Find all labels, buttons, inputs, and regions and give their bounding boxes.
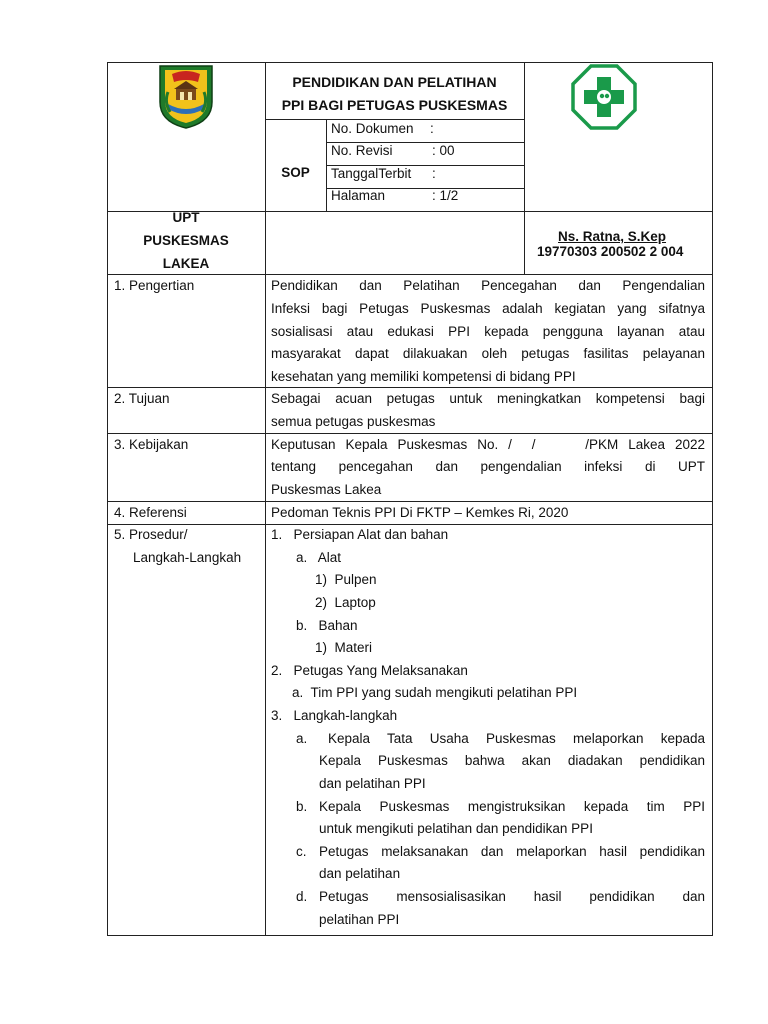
- signer-name: Ns. Ratna, S.Kep: [558, 229, 667, 244]
- prosedur-step-marker: a.: [296, 731, 308, 746]
- section-label-pengertian: 1. Pengertian: [114, 278, 195, 293]
- prosedur-item: 3. Langkah-langkah: [271, 708, 398, 723]
- pengertian-line: kesehatan yang memiliki kompetensi di bidang PPI: [271, 369, 576, 384]
- prosedur-step-line: Kepala Tata Usaha Puskesmas melaporkan kepada: [328, 731, 705, 746]
- tujuan-line: Sebagai acuan petugas untuk meningkatkan kompetensi bagi: [271, 391, 705, 406]
- puskesmas-cross-icon: [571, 64, 637, 130]
- kebijakan-line: tentang pencegahan dan pengendalian infeksi di UPT: [271, 459, 705, 474]
- prosedur-item: 2. Petugas Yang Melaksanakan: [271, 663, 468, 678]
- document-title-line-1: PENDIDIKAN DAN PELATIHAN: [292, 74, 497, 90]
- prosedur-step-line: pelatihan PPI: [319, 912, 400, 927]
- meta-value-halaman: : 1/2: [432, 188, 459, 203]
- prosedur-step-line: Petugas melaksanakan dan melaporkan hasil pendidikan: [319, 844, 705, 859]
- prosedur-step-marker: b.: [296, 799, 308, 814]
- prosedur-item: a. Tim PPI yang sudah mengikuti pelatihan PPI: [292, 685, 578, 700]
- signer-nip: 19770303 200502 2 004: [537, 244, 684, 259]
- meta-value-revisi: : 00: [432, 143, 455, 158]
- section-label-prosedur: 5. Prosedur/: [114, 527, 188, 542]
- org-name-line-3: LAKEA: [162, 256, 210, 271]
- section-label-prosedur-sub: Langkah-Langkah: [133, 550, 242, 565]
- prosedur-step-line: Kepala Puskesmas mengistruksikan kepada tim PPI: [319, 799, 705, 814]
- org-name-line-2: PUSKESMAS: [143, 233, 229, 248]
- prosedur-step-line: dan pelatihan PPI: [319, 776, 426, 791]
- section-label-kebijakan: 3. Kebijakan: [114, 437, 189, 452]
- pengertian-line: sosialisasi atau edukasi PPI kepada pengguna layanan atau: [271, 324, 705, 339]
- regional-emblem-icon: [156, 62, 216, 130]
- tujuan-line: semua petugas puskesmas: [271, 414, 436, 429]
- prosedur-item: 1) Materi: [315, 640, 373, 655]
- pengertian-line: Pendidikan dan Pelatihan Pencegahan dan Pengendalian: [271, 278, 705, 293]
- prosedur-item: b. Bahan: [296, 618, 358, 633]
- meta-label-revisi: No. Revisi: [331, 143, 393, 158]
- kebijakan-line: Keputusan Kepala Puskesmas No. / / /PKM Lakea 2022: [271, 437, 705, 452]
- prosedur-step-line: Petugas mensosialisasikan hasil pendidikan dan: [319, 889, 705, 904]
- kebijakan-line: Puskesmas Lakea: [271, 482, 382, 497]
- meta-label-halaman: Halaman: [331, 188, 386, 203]
- section-label-tujuan: 2. Tujuan: [114, 391, 170, 406]
- document-title-line-2: PPI BAGI PETUGAS PUSKESMAS: [281, 97, 508, 113]
- prosedur-item: 1. Persiapan Alat dan bahan: [271, 527, 449, 542]
- meta-value-tanggal: :: [432, 166, 436, 181]
- prosedur-step-line: Kepala Puskesmas bahwa akan diadakan pendidikan: [319, 753, 705, 768]
- prosedur-item: 2) Laptop: [315, 595, 376, 610]
- label-column-divider: [265, 62, 266, 936]
- prosedur-item: a. Alat: [296, 550, 342, 565]
- prosedur-item: 1) Pulpen: [315, 572, 377, 587]
- sop-label: SOP: [281, 165, 310, 180]
- prosedur-step-line: dan pelatihan: [319, 866, 401, 881]
- prosedur-step-marker: c.: [296, 844, 307, 859]
- referensi-text: Pedoman Teknis PPI Di FKTP – Kemkes Ri, 2020: [271, 505, 569, 520]
- prosedur-step-line: untuk mengikuti pelatihan dan pendidikan PPI: [319, 821, 593, 836]
- meta-label-dokumen: No. Dokumen: [331, 121, 414, 136]
- prosedur-step-marker: d.: [296, 889, 308, 904]
- meta-label-tanggal: TanggalTerbit: [331, 166, 412, 181]
- pengertian-line: masyarakat dapat dilakuakan oleh petugas fasilitas pelayanan: [271, 346, 705, 361]
- meta-value-dokumen: :: [430, 121, 434, 136]
- pengertian-line: Infeksi bagi Petugas Puskesmas adalah kegiatan yang sifatnya: [271, 301, 705, 316]
- header-right-divider: [524, 62, 525, 274]
- section-label-referensi: 4. Referensi: [114, 505, 187, 520]
- org-name-line-1: UPT: [172, 210, 200, 225]
